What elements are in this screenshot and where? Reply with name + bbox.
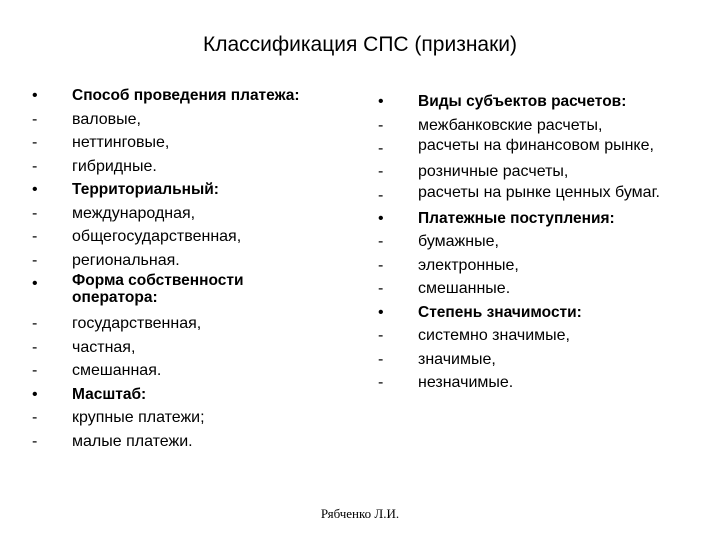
list-item-text: расчеты на финансовом рынке, — [418, 137, 654, 154]
list-item-text: Способ проведения платежа: — [72, 87, 300, 104]
dash-marker: - — [378, 327, 384, 344]
list-item-text: межбанковские расчеты, — [418, 116, 603, 134]
dash-marker: - — [378, 350, 384, 368]
bullet-marker: • — [378, 209, 384, 227]
dash-marker: - — [32, 338, 38, 356]
list-heading — [378, 301, 688, 325]
list-item — [378, 137, 688, 160]
list-item-text: расчеты на рынке ценных бумаг. — [418, 183, 660, 201]
list-item-text: Виды субъектов расчетов: — [418, 93, 627, 110]
list-item-text: Степень значимости: — [418, 303, 582, 321]
list-item-text: Территориальный: — [72, 181, 219, 198]
list-item — [378, 254, 688, 278]
list-item-text: Платежные поступления: — [418, 209, 615, 227]
dash-marker: - — [378, 256, 384, 274]
list-item — [32, 336, 332, 360]
dash-marker: - — [378, 186, 384, 204]
list-item-text: частная, — [72, 338, 136, 356]
dash-marker: - — [378, 233, 384, 250]
list-item-text: крупные платежи; — [72, 409, 205, 426]
list-item-text: смешанные. — [418, 280, 511, 297]
list-item-text: неттинговые, — [72, 134, 170, 151]
dash-marker: - — [32, 432, 38, 450]
list-heading — [378, 207, 688, 231]
bullet-marker: • — [378, 93, 384, 110]
list-item — [32, 249, 332, 273]
list-item — [378, 371, 688, 395]
list-item-text: смешанная. — [72, 362, 162, 379]
dash-marker: - — [378, 116, 384, 134]
list-item-text: электронные, — [418, 256, 519, 274]
list-item — [32, 430, 332, 454]
list-item-text: бумажные, — [418, 233, 499, 250]
list-item-text: Масштаб: — [72, 385, 147, 403]
bullet-marker: • — [32, 385, 38, 403]
dash-marker: - — [32, 362, 38, 379]
list-heading — [32, 383, 332, 407]
list-item — [32, 359, 332, 383]
list-item-text: Форма собственности оператора: — [72, 272, 244, 306]
list-item — [32, 312, 332, 336]
list-heading — [378, 90, 688, 114]
list-item — [32, 108, 332, 132]
list-item-text: розничные расчеты, — [418, 163, 569, 180]
dash-marker: - — [32, 409, 38, 426]
dash-marker: - — [32, 251, 38, 269]
right-column — [378, 90, 688, 395]
list-item-text: малые платежи. — [72, 432, 193, 450]
list-heading — [32, 272, 332, 312]
author-footer: Рябченко Л.И. — [320, 506, 400, 521]
list-item-text: незначимые. — [418, 374, 514, 391]
bullet-marker: • — [378, 303, 384, 321]
dash-marker: - — [378, 163, 384, 180]
list-item — [32, 155, 332, 179]
list-item-text: валовые, — [72, 110, 141, 128]
dash-marker: - — [378, 374, 384, 391]
list-heading — [32, 178, 332, 202]
dash-marker: - — [32, 110, 38, 128]
slide-title: Классификация СПС (признаки) — [202, 33, 518, 56]
left-column — [32, 84, 332, 453]
list-item — [378, 230, 688, 254]
list-heading — [32, 84, 332, 108]
list-item-text: гибридные. — [72, 157, 157, 175]
list-item-text: системно значимые, — [418, 327, 570, 344]
list-item — [378, 160, 688, 184]
list-item — [32, 131, 332, 155]
list-item — [378, 277, 688, 301]
dash-marker: - — [32, 204, 38, 222]
list-item — [32, 225, 332, 249]
list-item — [378, 324, 688, 348]
dash-marker: - — [378, 140, 384, 157]
list-item — [378, 114, 688, 138]
list-item-text: региональная. — [72, 251, 180, 269]
dash-marker: - — [32, 228, 38, 245]
dash-marker: - — [32, 157, 38, 175]
list-item-text: значимые, — [418, 350, 496, 368]
list-item — [378, 184, 688, 207]
bullet-marker: • — [32, 181, 38, 198]
bullet-marker: • — [32, 275, 38, 292]
dash-marker: - — [378, 280, 384, 297]
dash-marker: - — [32, 134, 38, 151]
bullet-marker: • — [32, 87, 38, 104]
list-item-text: международная, — [72, 204, 196, 222]
list-item-text: государственная, — [72, 315, 202, 332]
list-item-text: общегосударственная, — [72, 228, 242, 245]
dash-marker: - — [32, 315, 38, 332]
list-item — [32, 202, 332, 226]
list-item — [378, 348, 688, 372]
list-item — [32, 406, 332, 430]
